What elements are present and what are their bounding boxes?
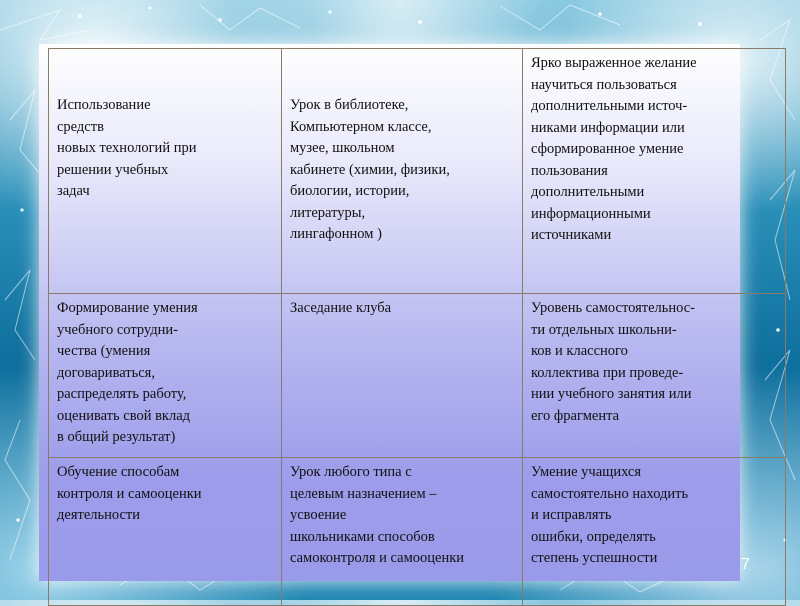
table-cell [282, 294, 523, 458]
cell-text: Ярко выраженное желание научиться пользоваться дополнительными источ- никами информации или сформированное умение пользования дополнительными информационными источниками [531, 55, 697, 243]
table-row [49, 49, 786, 294]
content-table [48, 48, 786, 606]
table-cell [523, 49, 786, 294]
cell-text: Использование средств новых технологий при решении учебных задач [57, 97, 197, 199]
cell-text: Урок любого типа с целевым назначением – усвоение школьниками способов самоконтроля и самооценки [290, 464, 465, 566]
cell-text: Формирование умения учебного сотрудни- чества (умения договариваться, распределять работу, оценивать свой вклад в общий результат) [57, 300, 198, 445]
table-row [49, 294, 786, 458]
table-cell [49, 49, 282, 294]
cell-text: Урок в библиотеке, Компьютерном классе, музее, школьном кабинете (химии, физики, биологии, истории, литературы, лингафонном ) [290, 97, 450, 242]
table-row [49, 458, 786, 606]
table-cell [282, 49, 523, 294]
page-number: 7 [741, 556, 750, 573]
table-cell [523, 458, 786, 606]
cell-text: Уровень самостоятельнос- ти отдельных школьни- ков и классного коллектива при проведе- нии учебного занятия или его фрагмента [531, 300, 696, 424]
table-cell [49, 294, 282, 458]
table-cell [282, 458, 523, 606]
table-cell [523, 294, 786, 458]
table-cell [49, 458, 282, 606]
cell-text: Умение учащихся самостоятельно находить и исправлять ошибки, определять степень успешности [531, 464, 689, 566]
cell-text: Заседание клуба [290, 300, 392, 316]
cell-text: Обучение способам контроля и самооценки деятельности [57, 464, 202, 523]
